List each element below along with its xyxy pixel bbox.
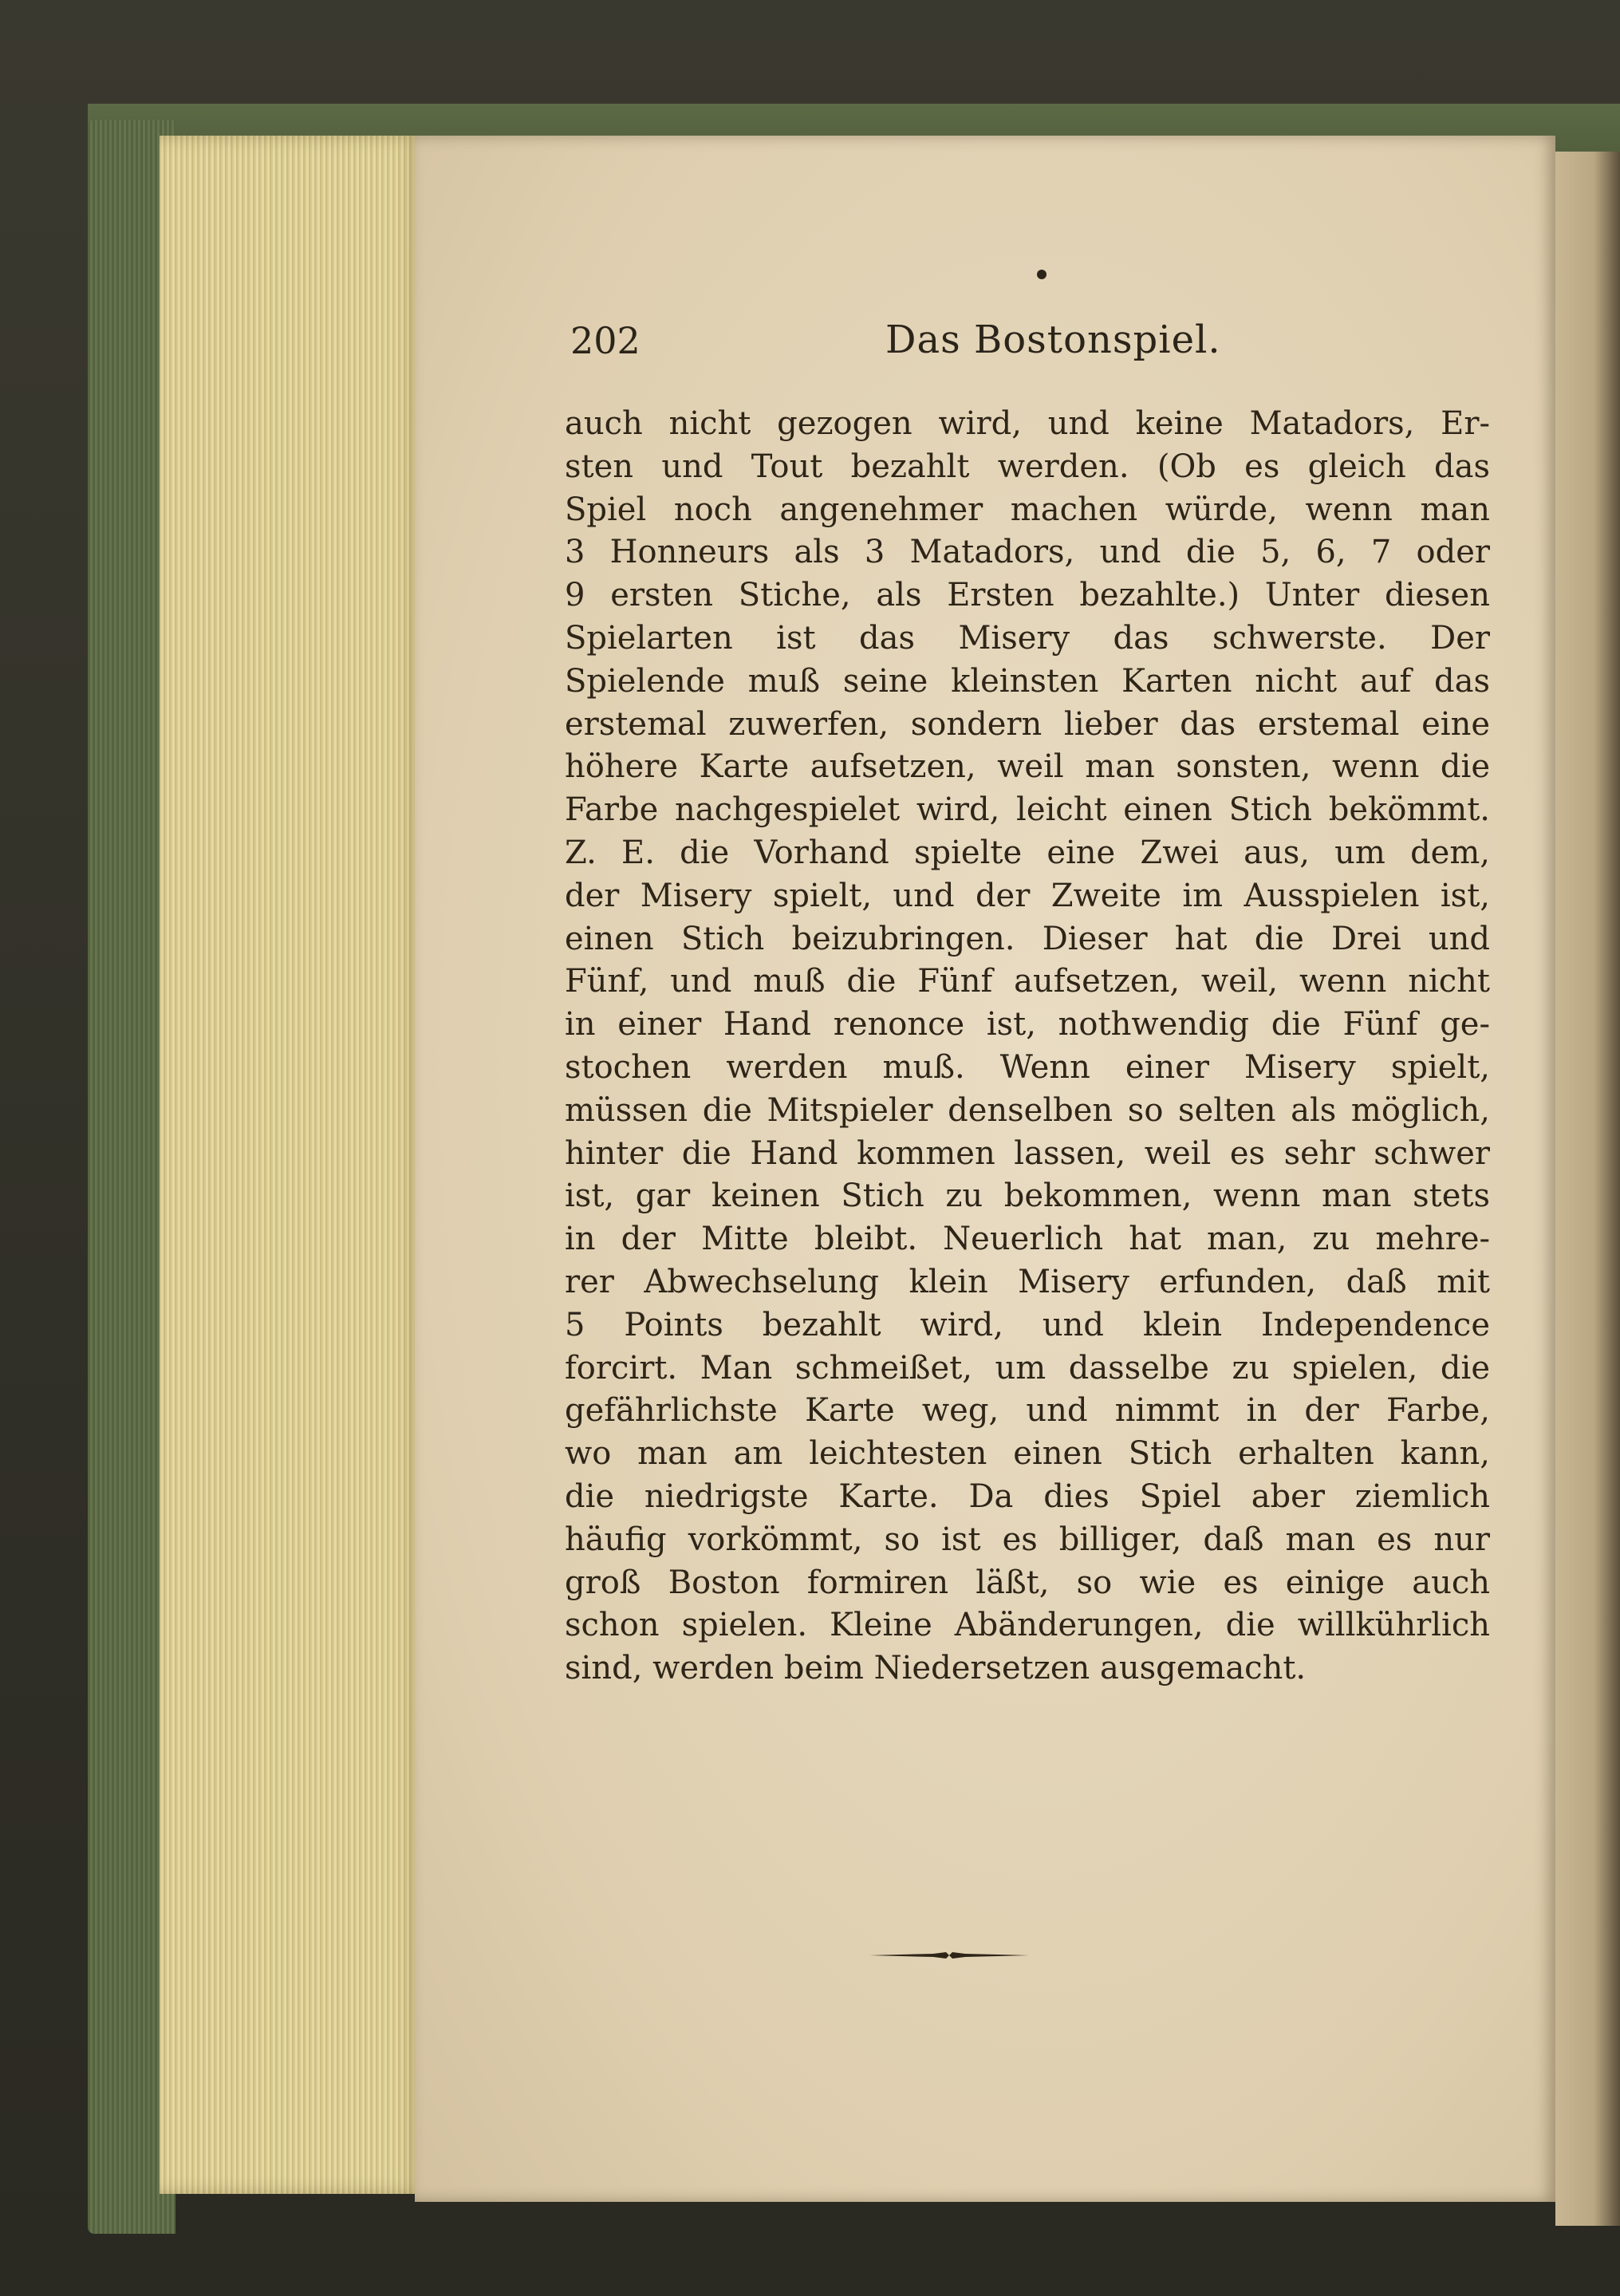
- text-line: 9 ersten Stiche, als Ersten bezahlte.) Unter diesen: [565, 577, 1490, 614]
- text-line: in einer Hand renonce ist, nothwendig die Fünf ge-: [565, 1006, 1490, 1043]
- ink-dot: [1037, 270, 1046, 279]
- facing-page-edge: [1555, 152, 1620, 2226]
- text-line: rer Abwechselung klein Misery erfunden, daß mit: [565, 1263, 1490, 1300]
- page-edges: [160, 136, 423, 2194]
- text-line: hinter die Hand kommen lassen, weil es sehr schwer: [565, 1134, 1490, 1172]
- text-line: einen Stich beizubringen. Dieser hat die Drei und: [565, 920, 1490, 957]
- text-line: häufig vorkömmt, so ist es billiger, daß man es nur: [565, 1521, 1490, 1558]
- running-head: Das Bostonspiel.: [885, 318, 1221, 362]
- text-line: schon spielen. Kleine Abänderungen, die willkührlich: [565, 1607, 1490, 1644]
- text-line: Spielende muß seine kleinsten Karten nicht auf das: [565, 662, 1490, 700]
- body-text: [565, 403, 1490, 1690]
- text-line: sten und Tout bezahlt werden. (Ob es gleich das: [565, 448, 1490, 485]
- text-line: müssen die Mitspieler denselben so selten als möglich,: [565, 1091, 1490, 1129]
- text-line: Spielarten ist das Misery das schwerste. Der: [565, 619, 1490, 657]
- text-line: ist, gar keinen Stich zu bekommen, wenn man stets: [565, 1178, 1490, 1215]
- text-line: Fünf, und muß die Fünf aufsetzen, weil, wenn nicht: [565, 963, 1490, 1000]
- text-line: die niedrigste Karte. Da dies Spiel aber ziemlich: [565, 1477, 1490, 1515]
- text-line: Farbe nachgespielet wird, leicht einen Stich bekömmt.: [565, 791, 1490, 829]
- text-line: der Misery spielt, und der Zweite im Ausspielen ist,: [565, 877, 1490, 914]
- end-ornament: [869, 1950, 1029, 1961]
- text-line: 3 Honneurs als 3 Matadors, und die 5, 6, 7 oder: [565, 534, 1490, 571]
- text-line: gefährlichste Karte weg, und nimmt in der Farbe,: [565, 1392, 1490, 1430]
- text-line: forcirt. Man schmeißet, um dasselbe zu spielen, die: [565, 1349, 1490, 1387]
- text-line: stochen werden muß. Wenn einer Misery spielt,: [565, 1048, 1490, 1086]
- text-line: in der Mitte bleibt. Neuerlich hat man, zu mehre-: [565, 1221, 1490, 1258]
- text-line: 5 Points bezahlt wird, und klein Independence: [565, 1306, 1490, 1343]
- page-number: 202: [570, 319, 641, 362]
- text-line: erstemal zuwerfen, sondern lieber das erstemal eine: [565, 705, 1490, 743]
- text-line: auch nicht gezogen wird, und keine Matadors, Er-: [565, 405, 1490, 442]
- text-line: wo man am leichtesten einen Stich erhalten kann,: [565, 1435, 1490, 1473]
- text-line: Z. E. die Vorhand spielte eine Zwei aus, um dem,: [565, 834, 1490, 871]
- text-line: höhere Karte aufsetzen, weil man sonsten, wenn die: [565, 748, 1490, 786]
- text-line: sind, werden beim Niedersetzen ausgemacht.: [565, 1650, 1307, 1687]
- text-line: groß Boston formiren läßt, so wie es einige auch: [565, 1564, 1490, 1601]
- text-line: Spiel noch angenehmer machen würde, wenn man: [565, 491, 1490, 528]
